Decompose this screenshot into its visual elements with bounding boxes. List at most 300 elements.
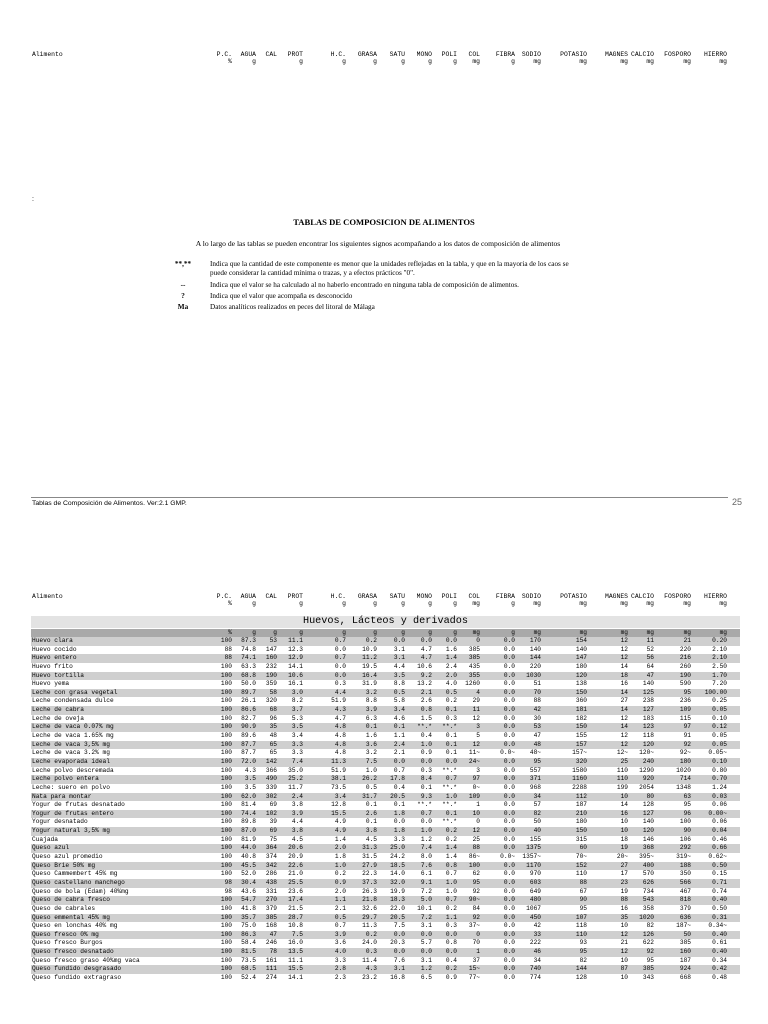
table-row: [31, 896, 740, 905]
value-cell: 1.4: [445, 844, 457, 852]
value-cell: 0.2: [365, 637, 377, 644]
footer-divider: [31, 497, 728, 498]
value-cell: 90~: [468, 896, 480, 904]
value-cell: 0.1: [445, 809, 457, 817]
value-cell: 3.7: [291, 706, 303, 714]
value-cell: 14: [620, 723, 628, 731]
value-cell: 20.9: [288, 853, 303, 861]
value-cell: 109: [679, 706, 691, 714]
value-cell: 73.5: [241, 956, 256, 964]
value-cell: 12: [472, 827, 480, 835]
value-cell: 52: [646, 645, 654, 653]
column-header-unit: mg: [579, 600, 587, 607]
value-cell: 100: [220, 948, 232, 956]
value-cell: 180: [575, 818, 587, 826]
value-cell: 0.0: [503, 965, 515, 973]
value-cell: 96: [683, 809, 691, 817]
value-cell: 0.0: [503, 896, 515, 904]
value-cell: 82: [579, 956, 587, 964]
unit-cell: mg: [579, 629, 587, 636]
value-cell: **.*: [442, 818, 457, 826]
value-cell: 220: [529, 662, 541, 670]
value-cell: 359: [265, 680, 277, 688]
value-cell: 138: [575, 680, 587, 688]
value-cell: 0.0~: [500, 853, 515, 861]
value-cell: 0.0: [503, 913, 515, 921]
value-cell: 4.6: [393, 714, 405, 722]
legend-text: Datos analíticos realizados en peces del litoral de Málaga: [210, 303, 375, 311]
value-cell: 64: [646, 662, 654, 670]
value-cell: 110: [575, 870, 587, 878]
value-cell: 128: [575, 973, 587, 981]
value-cell: 91: [683, 732, 691, 740]
value-cell: 331: [265, 887, 277, 895]
value-cell: 3: [476, 766, 480, 774]
column-header-label: H.C.: [330, 51, 346, 58]
value-cell: 0.12: [712, 723, 727, 731]
value-cell: 0.3: [420, 766, 432, 774]
column-header-label: HIERRO: [703, 593, 727, 600]
value-cell: 0.0~: [500, 749, 515, 757]
value-cell: 144: [529, 654, 541, 662]
value-cell: 35: [620, 913, 628, 921]
table-row: [31, 784, 740, 793]
value-cell: 0.0: [503, 956, 515, 964]
value-cell: 0.8: [445, 939, 457, 947]
value-cell: 25: [472, 835, 480, 843]
value-cell: 0.0: [503, 766, 515, 774]
value-cell: 100: [220, 844, 232, 852]
value-cell: 146: [642, 835, 654, 843]
value-cell: 21: [620, 939, 628, 947]
value-cell: 3: [476, 723, 480, 731]
value-cell: 10.6: [417, 662, 432, 670]
value-cell: 0.0: [503, 827, 515, 835]
value-cell: 25.0: [390, 844, 405, 852]
value-cell: 1.4: [445, 654, 457, 662]
value-cell: 170: [529, 637, 541, 644]
value-cell: 100: [220, 930, 232, 938]
value-cell: **.*: [442, 783, 457, 791]
value-cell: 4.3: [365, 965, 377, 973]
food-name: Queso emmental 45% mg: [32, 913, 110, 921]
value-cell: 0.4: [445, 956, 457, 964]
value-cell: 603: [529, 878, 541, 886]
column-header-label: MAGNES: [604, 593, 628, 600]
legend-symbol: Ma: [177, 303, 189, 311]
value-cell: 2.50: [712, 662, 727, 670]
value-cell: 0.0: [503, 740, 515, 748]
value-cell: 0.0: [503, 757, 515, 765]
value-cell: 21: [683, 637, 691, 644]
value-cell: 0.7: [334, 637, 346, 644]
unit-cell: g: [373, 629, 377, 636]
value-cell: 24~: [468, 757, 480, 765]
value-cell: 107: [575, 913, 587, 921]
legend-title: TABLAS DE COMPOSICION DE ALIMENTOS: [293, 217, 475, 227]
value-cell: 0.03: [712, 792, 727, 800]
value-cell: 1.0: [445, 878, 457, 886]
value-cell: 31.9: [362, 680, 377, 688]
value-cell: 4.7: [420, 654, 432, 662]
value-cell: 0.1: [445, 749, 457, 757]
value-cell: 11.1: [288, 956, 303, 964]
unit-cell: mg: [646, 629, 654, 636]
column-header-label: GRASA: [357, 593, 377, 600]
value-cell: 95: [472, 878, 480, 886]
value-cell: 319~: [676, 853, 691, 861]
value-cell: 97: [683, 723, 691, 731]
value-cell: 100: [220, 939, 232, 947]
value-cell: 33: [533, 930, 541, 938]
value-cell: 50.0: [241, 680, 256, 688]
value-cell: 87.7: [241, 740, 256, 748]
value-cell: 58.4: [241, 939, 256, 947]
value-cell: **.*: [442, 766, 457, 774]
value-cell: 43.6: [241, 887, 256, 895]
unit-cell: %: [228, 629, 232, 636]
value-cell: 100: [220, 835, 232, 843]
value-cell: 68.8: [241, 671, 256, 679]
value-cell: 236: [679, 697, 691, 705]
value-cell: 60: [579, 844, 587, 852]
table-row: [31, 741, 740, 750]
value-cell: 34: [533, 792, 541, 800]
value-cell: 15.5: [331, 809, 346, 817]
value-cell: 1170: [526, 861, 541, 869]
value-cell: 0.0: [503, 973, 515, 981]
value-cell: 7.4: [420, 844, 432, 852]
value-cell: 1.4: [334, 835, 346, 843]
column-header-unit: g: [511, 58, 515, 65]
value-cell: 100: [220, 896, 232, 904]
food-name: Leche de cabra: [32, 706, 84, 714]
value-cell: 3.3: [291, 749, 303, 757]
value-cell: 69: [269, 801, 277, 809]
table-row: [31, 931, 740, 940]
value-cell: 0.5: [393, 688, 405, 696]
value-cell: 100.00: [704, 688, 727, 696]
value-cell: 10: [620, 818, 628, 826]
value-cell: 3.6: [365, 740, 377, 748]
value-cell: 0.0: [445, 637, 457, 644]
value-cell: 626: [642, 878, 654, 886]
value-cell: 590: [679, 680, 691, 688]
value-cell: 0.7: [420, 809, 432, 817]
value-cell: 86~: [468, 853, 480, 861]
value-cell: 0.7: [445, 896, 457, 904]
value-cell: 246: [265, 939, 277, 947]
value-cell: 0.2: [334, 870, 346, 878]
value-cell: 82.7: [241, 714, 256, 722]
value-cell: 81.5: [241, 948, 256, 956]
value-cell: 0.0: [420, 948, 432, 956]
value-cell: 4.8: [334, 732, 346, 740]
value-cell: 4.7: [420, 645, 432, 653]
value-cell: 125: [642, 688, 654, 696]
value-cell: 6.5: [420, 973, 432, 981]
value-cell: 52.0: [241, 870, 256, 878]
value-cell: 50: [533, 818, 541, 826]
value-cell: 53: [269, 637, 277, 644]
value-cell: 2.3: [334, 973, 346, 981]
value-cell: 21.5: [288, 904, 303, 912]
value-cell: 16.4: [362, 671, 377, 679]
value-cell: 21.0: [288, 870, 303, 878]
value-cell: 5.7: [420, 939, 432, 947]
value-cell: 216: [679, 654, 691, 662]
value-cell: 3.3: [393, 835, 405, 843]
value-cell: 0.2: [445, 965, 457, 973]
value-cell: 3.8: [291, 801, 303, 809]
value-cell: 5.8: [393, 697, 405, 705]
food-name: Leche de vaca 1.65% mg: [32, 732, 114, 740]
table-row: [31, 646, 740, 655]
value-cell: 110: [575, 930, 587, 938]
value-cell: 400: [642, 861, 654, 869]
value-cell: 48~: [529, 749, 541, 757]
value-cell: 183: [642, 714, 654, 722]
value-cell: 0.06: [712, 818, 727, 826]
column-header-unit: mg: [620, 600, 628, 607]
value-cell: 315: [575, 835, 587, 843]
value-cell: 360: [575, 697, 587, 705]
column-header-unit: mg: [472, 600, 480, 607]
value-cell: 37.3: [362, 878, 377, 886]
value-cell: 100: [220, 662, 232, 670]
value-cell: 142: [265, 757, 277, 765]
value-cell: 24.0: [362, 939, 377, 947]
value-cell: 4.4: [334, 688, 346, 696]
column-header-label: HIERRO: [703, 51, 727, 58]
value-cell: 100: [220, 922, 232, 930]
value-cell: 0.0: [420, 637, 432, 644]
value-cell: 161: [265, 956, 277, 964]
value-cell: 0.8: [420, 706, 432, 714]
value-cell: 3.1: [420, 922, 432, 930]
value-cell: 40.8: [241, 853, 256, 861]
value-cell: 4.3: [244, 766, 256, 774]
value-cell: 350: [679, 870, 691, 878]
value-cell: 1.0: [420, 740, 432, 748]
food-name: Leche de vaca 0.07% mg: [32, 723, 114, 731]
food-name: Leche polvo entera: [32, 775, 99, 783]
value-cell: 187: [575, 801, 587, 809]
food-name: Yogur de frutas entero: [32, 809, 114, 817]
value-cell: 320: [265, 697, 277, 705]
value-cell: 100: [220, 757, 232, 765]
value-cell: 65: [269, 749, 277, 757]
value-cell: 0.0: [503, 930, 515, 938]
value-cell: 0.0: [393, 930, 405, 938]
unit-cell: mg: [620, 629, 628, 636]
value-cell: 68: [269, 706, 277, 714]
column-header-label: PROT: [287, 51, 303, 58]
value-cell: 0.0: [503, 878, 515, 886]
value-cell: 92: [472, 913, 480, 921]
value-cell: 27.9: [362, 861, 377, 869]
table-row: [31, 914, 740, 923]
value-cell: 35: [269, 723, 277, 731]
table-row: [31, 853, 740, 862]
value-cell: 5.0: [420, 896, 432, 904]
value-cell: 0.50: [712, 904, 727, 912]
column-header-unit: mg: [719, 58, 727, 65]
value-cell: 4.8: [334, 723, 346, 731]
value-cell: 1.1: [445, 913, 457, 921]
value-cell: 92~: [679, 749, 691, 757]
value-cell: 100: [220, 740, 232, 748]
table-row: [31, 732, 740, 741]
column-header-label: SATU: [389, 593, 405, 600]
value-cell: 292: [679, 844, 691, 852]
value-cell: 100: [220, 706, 232, 714]
unit-cell: g: [511, 629, 515, 636]
value-cell: 88: [533, 697, 541, 705]
value-cell: 47: [269, 930, 277, 938]
value-cell: 0.3: [445, 714, 457, 722]
value-cell: 118: [575, 922, 587, 930]
value-cell: 39: [269, 818, 277, 826]
value-cell: 4.0: [445, 680, 457, 688]
value-cell: 38.1: [331, 775, 346, 783]
value-cell: 11~: [468, 749, 480, 757]
column-header-label: P.C.: [216, 593, 232, 600]
value-cell: 80: [646, 792, 654, 800]
value-cell: 1260: [465, 680, 480, 688]
value-cell: 89.7: [241, 688, 256, 696]
value-cell: 0.0: [420, 818, 432, 826]
value-cell: 90.9: [241, 723, 256, 731]
table-row: [31, 715, 740, 724]
value-cell: 30.4: [241, 878, 256, 886]
value-cell: 1.0: [420, 827, 432, 835]
value-cell: 15~: [468, 965, 480, 973]
value-cell: 12.8: [331, 801, 346, 809]
value-cell: 23.6: [288, 887, 303, 895]
value-cell: 100: [220, 723, 232, 731]
value-cell: 920: [642, 775, 654, 783]
value-cell: 0.0: [503, 818, 515, 826]
value-cell: 4.7: [334, 714, 346, 722]
value-cell: 364: [265, 844, 277, 852]
food-name: Leche con grasa vegetal: [32, 688, 118, 696]
value-cell: 123: [642, 723, 654, 731]
value-cell: 11.3: [362, 922, 377, 930]
column-header-label: CAL: [265, 51, 277, 58]
value-cell: 0.1: [420, 783, 432, 791]
value-cell: 3.9: [291, 809, 303, 817]
food-name: Queso en lonchas 40% mg: [32, 922, 118, 930]
value-cell: 0.34: [712, 956, 727, 964]
value-cell: 4.0: [334, 948, 346, 956]
value-cell: 374: [265, 853, 277, 861]
value-cell: 4.4: [393, 662, 405, 670]
value-cell: 12.9: [288, 654, 303, 662]
food-name: Huevo tortilla: [32, 671, 84, 679]
value-cell: 0.15: [712, 870, 727, 878]
value-cell: 73.5: [331, 783, 346, 791]
value-cell: 274: [265, 973, 277, 981]
value-cell: 10.1: [417, 904, 432, 912]
value-cell: 102: [265, 809, 277, 817]
value-cell: 3.3: [291, 740, 303, 748]
value-cell: 157: [575, 740, 587, 748]
value-cell: 187~: [676, 922, 691, 930]
column-header-unit: mg: [646, 600, 654, 607]
value-cell: 3.8: [291, 827, 303, 835]
value-cell: 0.20: [712, 637, 727, 644]
value-cell: 10: [620, 792, 628, 800]
value-cell: 0.40: [712, 930, 727, 938]
value-cell: 16.8: [390, 973, 405, 981]
table-row: [31, 801, 740, 810]
column-header-unit: g: [342, 600, 346, 607]
column-header-label: MAGNES: [604, 51, 628, 58]
column-header-unit: g: [428, 600, 432, 607]
value-cell: 100: [220, 714, 232, 722]
value-cell: 126: [642, 930, 654, 938]
table-row: [31, 689, 740, 698]
column-header-label: MONO: [416, 593, 432, 600]
value-cell: 1.5: [420, 714, 432, 722]
value-cell: 100: [220, 956, 232, 964]
value-cell: 14.1: [288, 662, 303, 670]
value-cell: 14: [620, 662, 628, 670]
legend-intro: A lo largo de las tablas se pueden encontrar los siguientes signos acompañando a los datos de composición de alimentos: [195, 239, 561, 248]
value-cell: 18: [620, 835, 628, 843]
value-cell: 190: [265, 671, 277, 679]
value-cell: 0.5: [334, 913, 346, 921]
column-header-label: GRASA: [357, 51, 377, 58]
value-cell: 100: [468, 861, 480, 869]
column-header-unit: %: [228, 600, 232, 607]
value-cell: 100: [220, 870, 232, 878]
value-cell: 180: [575, 662, 587, 670]
food-name: Queso fresco graso 40%mg vaca: [32, 956, 140, 964]
value-cell: 2.0: [334, 844, 346, 852]
value-cell: 4: [476, 688, 480, 696]
value-cell: 31.3: [362, 844, 377, 852]
value-cell: 100: [220, 775, 232, 783]
value-cell: 0.40: [712, 948, 727, 956]
column-header-label: POTASIO: [560, 593, 587, 600]
value-cell: 111: [265, 965, 277, 973]
value-cell: **.*: [417, 723, 432, 731]
column-header-unit: mg: [620, 58, 628, 65]
value-cell: 0~: [472, 783, 480, 791]
column-header-top: [0, 51, 768, 67]
value-cell: 385: [642, 965, 654, 973]
food-name: Queso Brie 50% mg: [32, 861, 96, 869]
value-cell: 0.0: [503, 801, 515, 809]
value-cell: 0.0: [420, 757, 432, 765]
value-cell: 0.7: [445, 775, 457, 783]
column-header-label: SODIO: [521, 51, 541, 58]
value-cell: 0.0: [503, 844, 515, 852]
unit-cell: g: [453, 629, 457, 636]
value-cell: 3.9: [334, 930, 346, 938]
column-header-label: MONO: [416, 51, 432, 58]
value-cell: 14.1: [288, 973, 303, 981]
unit-cell: mg: [533, 629, 541, 636]
table-row: [31, 793, 740, 802]
column-header-unit: g: [453, 600, 457, 607]
value-cell: 10: [620, 827, 628, 835]
value-cell: 0.31: [712, 913, 727, 921]
value-cell: 82: [533, 809, 541, 817]
food-name: Huevo frito: [32, 662, 73, 670]
